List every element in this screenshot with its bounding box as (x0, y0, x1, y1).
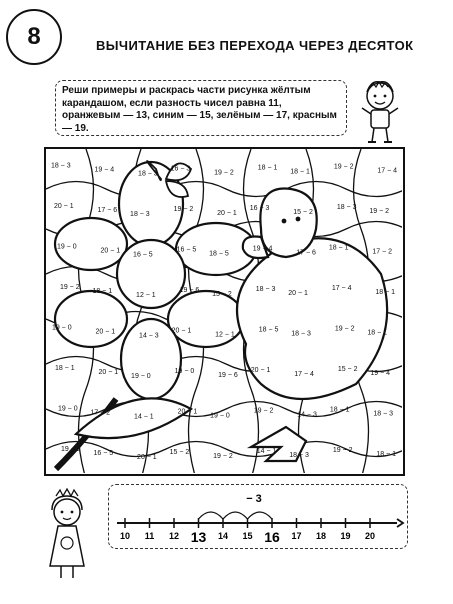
jump-arc (223, 512, 248, 519)
puzzle-cell-label: 19 − 2 (332, 446, 353, 454)
puzzle-cell-label: 15 − 2 (169, 448, 190, 456)
page-number: 8 (6, 9, 62, 65)
puzzle-cell-label: 19 − 2 (253, 407, 274, 415)
puzzle-cell-label: 19 − 2 (60, 445, 81, 453)
puzzle-cell-label: 20 − 1 (95, 328, 116, 336)
puzzle-cell-label: 19 − 2 (333, 163, 354, 171)
instruction-text: Реши примеры и раскрась части рисунка жёлтым карандашом, если разность чисел равна 11, оранжевым — 13, синим — 15, зелёным — 17, красным — 19. (62, 85, 337, 134)
puzzle-cell-label: 14 − 3 (139, 332, 159, 340)
puzzle-cell-label: 18 − 1 (54, 364, 75, 372)
puzzle-cell-label: 15 − 2 (337, 365, 358, 373)
puzzle-cell-label: 17 − 2 (90, 409, 111, 417)
puzzle-cell-label: 18 − 3 (289, 451, 309, 459)
puzzle-cell-label: 19 − 2 (173, 205, 194, 213)
puzzle-cell-label: 16 − 3 (170, 165, 191, 173)
puzzle-cell-label: 14 − 3 (297, 411, 317, 419)
instruction-box (55, 80, 347, 136)
puzzle-cell-label: 18 − 5 (258, 326, 279, 334)
puzzle-cell-label: 18 − 1 (257, 164, 278, 172)
puzzle-cell-label: 18 − 3 (291, 330, 311, 338)
page-title: ВЫЧИТАНИЕ БЕЗ ПЕРЕХОДА ЧЕРЕЗ ДЕСЯТОК (96, 38, 414, 53)
puzzle-cell-label: 18 − 3 (255, 285, 276, 293)
puzzle-cell-label: 19 − 2 (213, 452, 233, 460)
number-line-tick-label: 12 (168, 531, 180, 541)
jump-arc (199, 512, 224, 519)
puzzle-cell-label: 17 − 6 (296, 249, 316, 257)
puzzle-cell-label: 17 − 2 (372, 248, 393, 256)
puzzle-cell-label: 18 − 3 (373, 410, 394, 418)
number-line-tick-label: 17 (291, 531, 302, 541)
puzzle-drawing (46, 149, 402, 473)
puzzle-cell-label: 12 − 1 (136, 291, 156, 299)
puzzle-cell-label: 18 − 1 (290, 168, 310, 176)
puzzle-cell-label: 18 − 3 (336, 203, 357, 211)
puzzle-cell-label: 14 − 1 (256, 447, 277, 455)
puzzle-cell-label: 20 − 1 (288, 289, 308, 297)
puzzle-cell-label: 16 − 5 (93, 449, 114, 457)
puzzle-cell-label: 18 − 1 (329, 406, 350, 414)
puzzle-cell-label: 18 − 1 (376, 450, 397, 458)
puzzle-cell-label: 17 − 4 (294, 370, 314, 378)
jump-arc (248, 512, 273, 519)
puzzle-cell-label: 20 − 1 (250, 366, 271, 374)
number-line-tick-label: 16 (264, 529, 280, 545)
puzzle-cell-label: 16 − 5 (133, 251, 153, 259)
number-line-tick-label: 20 (364, 531, 376, 541)
girl-illustration (40, 488, 94, 584)
puzzle-cell-label: 19 − 0 (51, 324, 72, 332)
puzzle-cell-label: 16 − 3 (249, 204, 270, 212)
puzzle-cell-label: 18 − 3 (50, 162, 71, 170)
puzzle-cell-label: 19 − 0 (174, 367, 195, 375)
puzzle-cell-label: 16 − 5 (176, 246, 197, 254)
puzzle-cell-label: 18 − 1 (328, 244, 349, 252)
puzzle-cell-label: 19 − 4 (370, 369, 391, 377)
puzzle-cell-label: 19 − 4 (94, 166, 115, 174)
puzzle-cell-label: 20 − 1 (98, 368, 119, 376)
number-line-tick-label: 10 (119, 531, 131, 541)
puzzle-cell-label: 19 − 2 (59, 283, 80, 291)
puzzle-cell-label: 18 − 3 (138, 170, 158, 178)
puzzle-cell-label: 18 − 1 (92, 287, 113, 295)
puzzle-cell-label: 15 − 2 (293, 208, 313, 216)
number-line-tick-label: 13 (190, 529, 207, 545)
puzzle-cell-label: 19 − 4 (252, 245, 273, 253)
number-line-tick-label: 19 (340, 531, 351, 541)
puzzle-cell-label: 19 − 0 (210, 412, 230, 420)
coloring-puzzle (44, 147, 405, 476)
puzzle-cell-label: 17 − 6 (97, 206, 118, 214)
number-line-tick-label: 18 (315, 531, 327, 541)
number-line-box (108, 484, 408, 549)
boy-illustration (354, 76, 406, 150)
puzzle-cell-label: 19 − 6 (218, 371, 238, 379)
puzzle-cell-label: 17 − 4 (331, 284, 352, 292)
puzzle-cell-label: 19 − 2 (334, 325, 355, 333)
puzzle-cell-label: 20 − 1 (177, 408, 198, 416)
puzzle-cell-label: 20 − 1 (171, 327, 192, 335)
puzzle-cell-label: 18 − 5 (209, 250, 229, 258)
puzzle-cell-label: 20 − 1 (100, 247, 121, 255)
puzzle-cell-label: 19 − 2 (214, 169, 234, 177)
number-line-tick-label: 11 (144, 531, 155, 541)
number-line-label: − 3 (246, 493, 262, 505)
puzzle-cell-label: 17 − 4 (377, 167, 398, 175)
number-line-tick-label: 15 (242, 531, 253, 541)
number-line (109, 485, 406, 547)
puzzle-cell-label: 18 − 3 (130, 210, 150, 218)
puzzle-cell-label: 18 − 1 (367, 329, 388, 337)
puzzle-cell-label: 15 − 2 (212, 290, 232, 298)
puzzle-cell-label: 18 − 1 (375, 288, 396, 296)
puzzle-cell-label: 20 − 1 (217, 209, 237, 217)
puzzle-cell-label: 14 − 1 (134, 413, 154, 421)
puzzle-cell-label: 19 − 6 (179, 286, 200, 294)
puzzle-cell-label: 12 − 1 (215, 331, 235, 339)
puzzle-cell-label: 20 − 1 (53, 202, 74, 210)
puzzle-cell-label: 19 − 0 (57, 405, 78, 413)
puzzle-cell-label: 19 − 2 (369, 207, 390, 215)
puzzle-cell-label: 19 − 0 (56, 243, 77, 251)
puzzle-cell-label: 19 − 0 (131, 372, 151, 380)
puzzle-cell-label: 20 − 1 (137, 453, 157, 461)
number-line-tick-label: 14 (217, 531, 229, 541)
